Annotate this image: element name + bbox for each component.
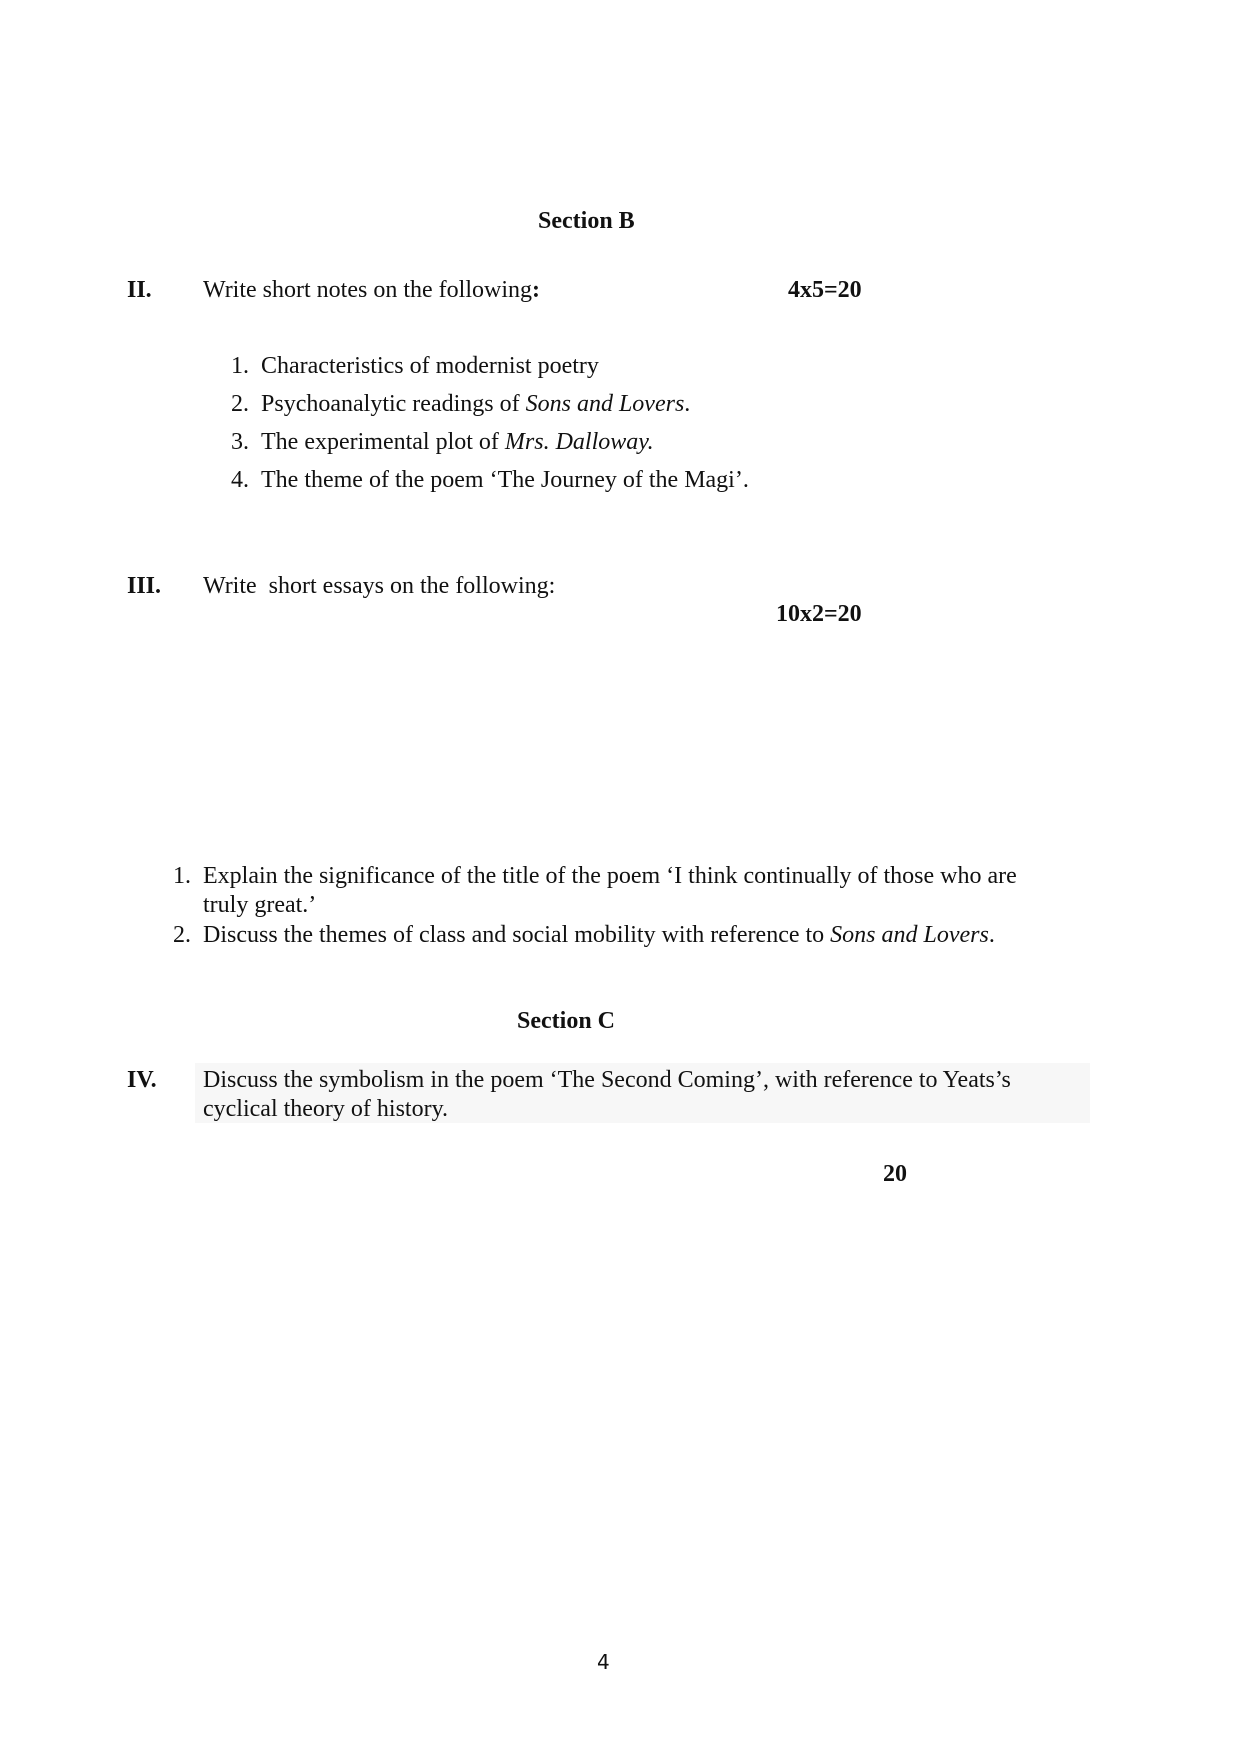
list-item-title: Mrs. Dalloway. — [504, 429, 654, 455]
q4-text-line2: cyclical theory of history. — [203, 1096, 449, 1122]
list-item-text: Discuss the themes of class and social mobility with reference to — [203, 922, 831, 948]
list-item — [163, 921, 995, 950]
q2-marks: 4x5=20 — [788, 277, 862, 303]
list-item — [221, 428, 654, 457]
q3-numeral: III. — [127, 573, 162, 599]
list-item-tail: . — [988, 922, 995, 948]
list-item-text: The experimental plot of — [261, 429, 505, 455]
list-item-text: The theme of the poem ‘The Journey of the Magi’. — [261, 467, 749, 493]
page-number: 4 — [597, 1650, 610, 1674]
section-b-title: Section B — [538, 208, 635, 234]
list-item-number: 1. — [231, 353, 249, 379]
list-item-continuation: truly great.’ — [203, 892, 317, 918]
list-item — [221, 466, 749, 495]
list-item-title: Sons and Lovers — [830, 922, 989, 948]
q3-marks: 10x2=20 — [776, 601, 862, 627]
list-item — [221, 352, 599, 381]
q3-instruction: Write short essays on the following: — [203, 573, 556, 599]
q2-numeral: II. — [127, 277, 152, 303]
list-item-text: Psychoanalytic readings of — [261, 391, 526, 417]
list-item-text: Characteristics of modernist poetry — [261, 353, 599, 379]
q4-numeral: IV. — [127, 1067, 157, 1093]
list-item-number: 4. — [231, 467, 249, 493]
q2-colon: : — [531, 277, 540, 303]
q2-instruction — [203, 276, 540, 305]
q4-marks: 20 — [883, 1161, 907, 1187]
q4-text-line1: Discuss the symbolism in the poem ‘The Second Coming’, with reference to Yeats’s — [203, 1067, 1011, 1093]
q2-instruction-text: Write short notes on the following — [203, 277, 532, 303]
list-item-number: 2. — [231, 391, 249, 417]
list-item-number: 3. — [231, 429, 249, 455]
list-item — [163, 862, 1017, 891]
list-item-number: 1. — [173, 863, 191, 889]
list-item-number: 2. — [173, 922, 191, 948]
section-c-title: Section C — [517, 1008, 615, 1034]
list-item-tail: . — [684, 391, 691, 417]
list-item-text: Explain the significance of the title of the poem ‘I think continually of those who are — [203, 863, 1017, 889]
list-item-title: Sons and Lovers — [525, 391, 685, 417]
list-item — [221, 390, 690, 419]
